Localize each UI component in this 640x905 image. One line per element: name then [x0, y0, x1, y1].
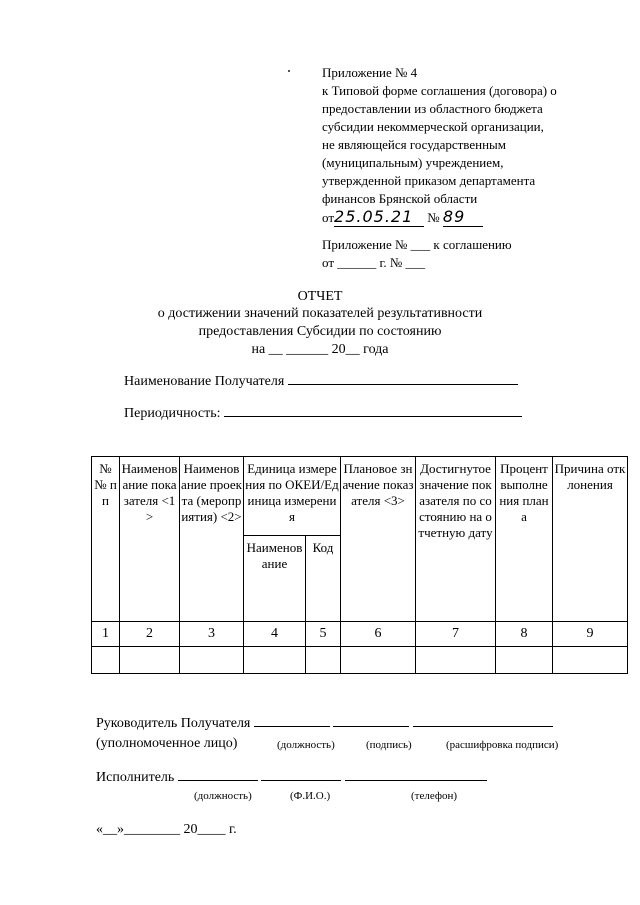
executor-caption-name: (Ф.И.О.): [290, 790, 331, 802]
column-number: 6: [341, 622, 416, 647]
column-number: 2: [120, 622, 180, 647]
table-cell[interactable]: [416, 647, 496, 674]
appendix-line: финансов Брянской области: [322, 191, 478, 206]
header-unit-name: Наименование: [244, 536, 306, 622]
column-number: 5: [306, 622, 341, 647]
report-subtitle-1: о достижении значений показателей результативности: [157, 306, 483, 321]
header-planned: Плановое значение показателя <3>: [341, 457, 416, 622]
column-number: 1: [92, 622, 120, 647]
table-cell[interactable]: [341, 647, 416, 674]
scan-dot: [288, 70, 290, 72]
header-reason: Причина отклонения: [553, 457, 628, 622]
table-cell[interactable]: [120, 647, 180, 674]
appendix-line: к Типовой форме соглашения (договора) о: [322, 83, 557, 98]
header-unit-code: Код: [306, 536, 341, 622]
table-cell[interactable]: [92, 647, 120, 674]
number-sign: №: [427, 210, 440, 225]
agreement-reference: [322, 236, 512, 272]
executor-caption-position: (должность): [194, 790, 252, 802]
table-cell[interactable]: [244, 647, 306, 674]
header-unit: Единица измерения по ОКЕИ/Единица измерения: [244, 457, 341, 536]
date-prefix: от: [322, 210, 335, 225]
head-position-field[interactable]: [254, 726, 330, 727]
caption-decode: (расшифровка подписи): [446, 739, 559, 751]
executor-position-field[interactable]: [178, 780, 258, 781]
executor-label: Исполнитель: [96, 770, 175, 785]
column-number: 9: [553, 622, 628, 647]
appendix-line: не являющейся государственным: [322, 137, 506, 152]
header-percent: Процент выполнения плана: [496, 457, 553, 622]
head-signature-field[interactable]: [333, 726, 409, 727]
column-number: 7: [416, 622, 496, 647]
appendix-date-line: [322, 208, 557, 230]
appendix-line: предоставлении из областного бюджета: [322, 101, 543, 116]
table-cell[interactable]: [496, 647, 553, 674]
header-num: № № пп: [92, 457, 120, 622]
agreement-line-1: Приложение № ___ к соглашению: [322, 237, 512, 252]
appendix-block: [322, 64, 557, 230]
header-achieved: Достигнутое значение показателя по состоянию на отчетную дату: [416, 457, 496, 622]
report-table: [91, 456, 628, 674]
executor-row: [96, 770, 487, 786]
appendix-line: субсидии некоммерческой организации,: [322, 119, 544, 134]
executor-caption-phone: (телефон): [411, 790, 458, 802]
head-label: Руководитель Получателя: [96, 716, 251, 731]
appendix-line: утвержденной приказом департамента: [322, 173, 536, 188]
periodicity-field[interactable]: [224, 416, 522, 417]
column-number: 4: [244, 622, 306, 647]
recipient-field[interactable]: [288, 384, 518, 385]
table-cell[interactable]: [553, 647, 628, 674]
table-cell[interactable]: [306, 647, 341, 674]
periodicity-label: Периодичность:: [124, 406, 221, 421]
head-sub-label: (уполномоченное лицо): [96, 736, 238, 751]
caption-position: (должность): [277, 739, 335, 751]
appendix-line: Приложение № 4: [322, 65, 418, 80]
appendix-line: (муниципальным) учреждением,: [322, 155, 504, 170]
report-heading: ОТЧЕТ: [297, 289, 343, 304]
column-number: 3: [180, 622, 244, 647]
recipient-row: [124, 374, 518, 390]
table-cell[interactable]: [180, 647, 244, 674]
header-indicator: Наименование показателя <1>: [120, 457, 180, 622]
head-signature-row: [96, 716, 553, 732]
report-subtitle-2: предоставления Субсидии по состоянию: [198, 324, 442, 339]
executor-name-field[interactable]: [261, 780, 341, 781]
agreement-line-2: от ______ г. № ___: [322, 255, 426, 270]
table-row: [92, 647, 628, 674]
executor-phone-field[interactable]: [345, 780, 487, 781]
sign-date-line: «__»________ 20____ г.: [96, 822, 237, 837]
recipient-label: Наименование Получателя: [124, 374, 285, 389]
handwritten-date: 25.05.21: [334, 208, 424, 227]
caption-signature: (подпись): [366, 739, 412, 751]
head-decode-field[interactable]: [413, 726, 553, 727]
column-number: 8: [496, 622, 553, 647]
handwritten-number: 89: [443, 208, 483, 227]
report-date-line: на __ ______ 20__ года: [251, 342, 389, 357]
header-project: Наименование проекта (мероприятия) <2>: [180, 457, 244, 622]
periodicity-row: [124, 406, 522, 422]
